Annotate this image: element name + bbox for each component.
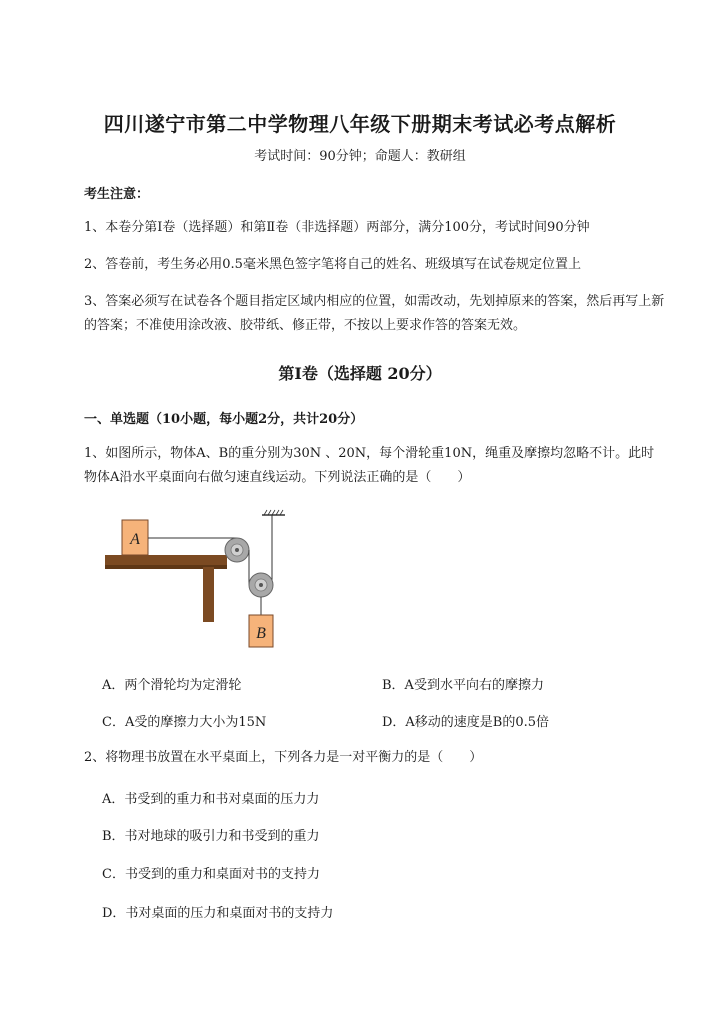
question-type-heading: 一、单选题（10小题，每小题2分，共计20分） <box>84 412 364 427</box>
question-1-option-c[interactable]: C．A受的摩擦力大小为15N <box>102 715 267 730</box>
question-1-stem-line-1: 1、如图所示，物体A、B的重分别为30N 、20N，每个滑轮重10N，绳重及摩擦均忽略不计。此时 <box>84 446 655 461</box>
movable-pulley-axle <box>259 583 263 587</box>
block-a-label: A <box>130 531 140 548</box>
notice-item-3: 3、答案必须写在试卷各个题目指定区域内相应的位置，如需改动，先划掉原来的答案，然后再写上新 <box>84 294 665 309</box>
question-2-option-c[interactable]: C．书受到的重力和桌面对书的支持力 <box>102 867 320 882</box>
table-leg <box>203 567 214 622</box>
fixed-pulley-axle <box>235 548 239 552</box>
question-2-option-a[interactable]: A．书受到的重力和书对桌面的压力力 <box>102 792 320 807</box>
question-1-stem-line-2: 物体A沿水平桌面向右做匀速直线运动。下列说法正确的是（ ） <box>84 470 471 485</box>
notice-item-2: 2、答卷前，考生务必用0.5毫米黑色签字笔将自己的姓名、班级填写在试卷规定位置上 <box>84 257 581 272</box>
page-title: 四川遂宁市第二中学物理八年级下册期末考试必考点解析 <box>103 112 617 136</box>
question-1-option-d[interactable]: D．A移动的速度是B的0.5倍 <box>382 715 550 730</box>
table-top <box>105 555 227 565</box>
notice-item-1: 1、本卷分第Ⅰ卷（选择题）和第Ⅱ卷（非选择题）两部分，满分100分，考试时间90分钟 <box>84 220 590 235</box>
question-2-option-b[interactable]: B．书对地球的吸引力和书受到的重力 <box>102 829 320 844</box>
question-2-stem: 2、将物理书放置在水平桌面上，下列各力是一对平衡力的是（ ） <box>84 750 483 765</box>
question-2-option-d[interactable]: D．书对桌面的压力和桌面对书的支持力 <box>102 906 334 921</box>
notice-heading: 考生注意： <box>84 187 150 202</box>
block-b-label: B <box>256 625 266 642</box>
question-1-option-a[interactable]: A．两个滑轮均为定滑轮 <box>102 678 242 693</box>
notice-item-3-cont: 的答案；不准使用涂改液、胶带纸、修正带，不按以上要求作答的答案无效。 <box>84 318 527 333</box>
exam-meta: 考试时间：90分钟；命题人：教研组 <box>254 149 466 164</box>
pulley-diagram <box>100 505 300 655</box>
question-1-option-b[interactable]: B．A受到水平向右的摩擦力 <box>382 678 544 693</box>
section-title: 第Ⅰ卷（选择题 20分） <box>278 364 442 383</box>
